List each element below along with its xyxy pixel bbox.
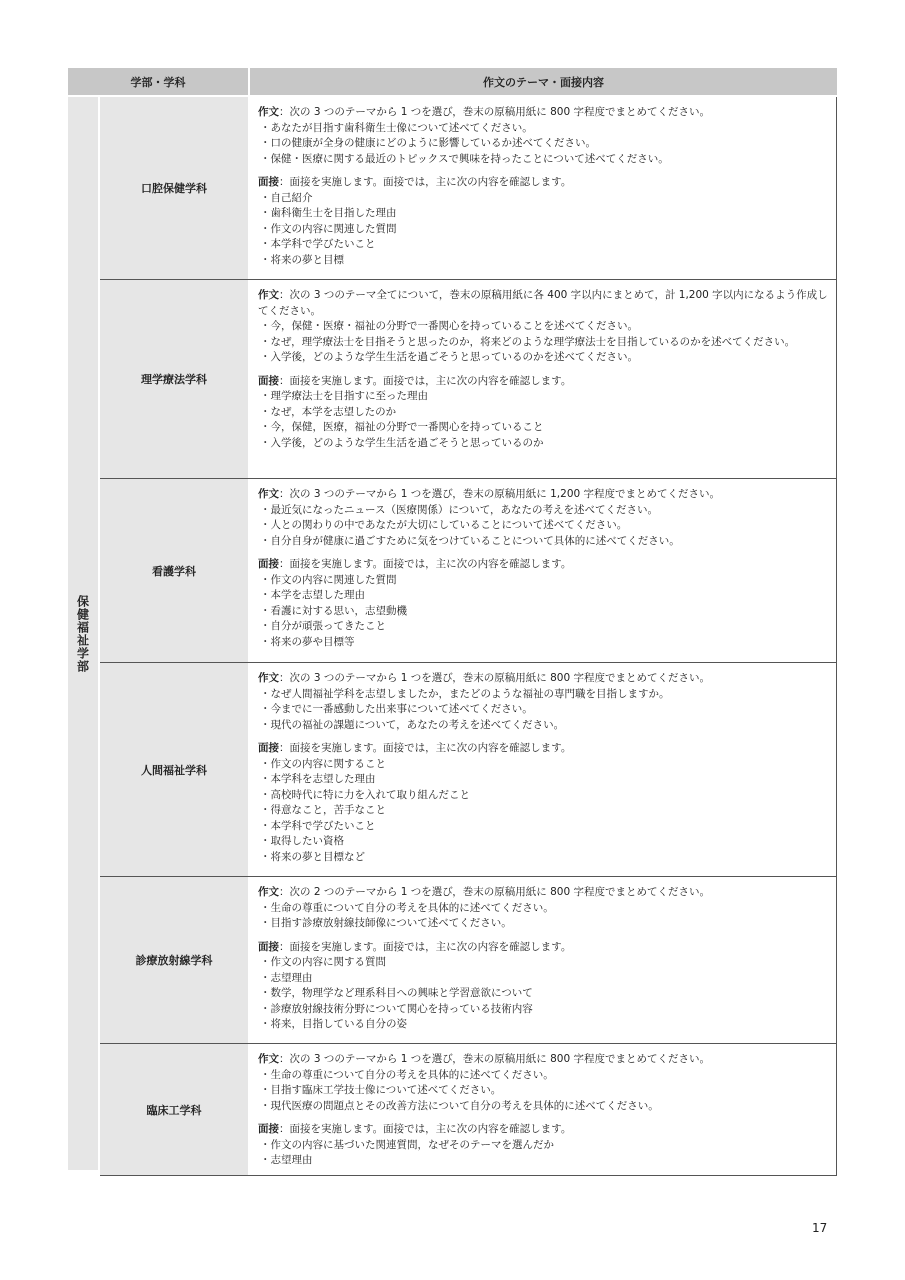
interview-label: 面接 — [258, 742, 279, 754]
faculty-cell — [68, 97, 100, 1170]
list-item: ・将来の夢や目標等 — [260, 635, 355, 648]
interview-section — [258, 557, 828, 650]
essay-section — [258, 1052, 828, 1114]
list-item: ・数学，物理学など理系科目への興味と学習意欲について — [260, 987, 533, 999]
list-item: ・保健・医療に関する最近のトピックスで興味を持ったことについて述べてください。 — [260, 152, 669, 165]
interview-label: 面接 — [258, 374, 279, 387]
essay-intro-text: ：次の 3 つのテーマから 1 つを選び，巻末の原稿用紙に 800 字程度でまとめてください。 — [279, 672, 711, 684]
list-item: ・口の健康が全身の健康にどのように影響しているか述べてください。 — [260, 137, 596, 149]
list-item: ・診療放射線技術分野について関心を持っている技術内容 — [260, 1002, 533, 1015]
department-name: 診療放射線学科 — [100, 877, 250, 1043]
list-item: ・理学療法士を目指すに至った理由 — [260, 390, 428, 402]
list-item: ・なぜ，理学療法士を目指そうと思ったのか，将来どのような理学療法士を目指しているのかを述べてください。 — [260, 335, 796, 348]
table-header — [68, 68, 837, 97]
list-item: ・志望理由 — [260, 971, 313, 984]
interview-intro — [258, 1122, 828, 1138]
department-content — [250, 1044, 837, 1175]
list-item: ・今，保健・医療・福祉の分野で一番関心を持っていることを述べてください。 — [260, 320, 638, 332]
header-faculty-department: 学部・学科 — [68, 68, 250, 95]
list-item: ・本学を志望した理由 — [260, 589, 365, 601]
list-item: ・あなたが目指す歯科衛生士像について述べてください。 — [260, 121, 533, 134]
list-item: ・高校時代に特に力を入れて取り組んだこと — [260, 788, 470, 801]
list-item: ・目指す臨床工学技士像について述べてください。 — [260, 1084, 502, 1096]
interview-intro-text: ：面接を実施します。面接では，主に次の内容を確認します。 — [279, 1123, 572, 1135]
interview-intro-text: ：面接を実施します。面接では，主に次の内容を確認します。 — [279, 940, 572, 953]
interview-intro — [258, 741, 828, 757]
list-item: ・自己紹介 — [260, 191, 313, 204]
interview-section — [258, 374, 828, 452]
interview-label: 面接 — [258, 176, 279, 188]
list-item: ・作文の内容に関連した質問 — [260, 573, 397, 586]
list-item: ・志望理由 — [260, 1154, 313, 1166]
essay-intro — [258, 487, 828, 503]
essay-intro-text: ：次の 3 つのテーマから 1 つを選び，巻末の原稿用紙に 1,200 字程度でまとめてください。 — [279, 488, 721, 500]
list-item: ・歯科衛生士を目指した理由 — [260, 207, 397, 219]
essay-intro-text: ：次の 3 つのテーマから 1 つを選び，巻末の原稿用紙に 800 字程度でまとめてください。 — [279, 1053, 711, 1065]
list-item: ・最近気になったニュース（医療関係）について，あなたの考えを述べてください。 — [260, 503, 659, 516]
table-row — [100, 663, 837, 877]
department-name: 口腔保健学科 — [100, 97, 250, 279]
interview-intro — [258, 557, 828, 573]
department-name: 人間福祉学科 — [100, 663, 250, 876]
department-rows — [100, 97, 837, 1176]
essay-intro — [258, 1052, 828, 1068]
essay-section — [258, 487, 828, 549]
essay-intro-text: ：次の 3 つのテーマ全てについて，巻末の原稿用紙に各 400 字以内にまとめて，計 1,200 字以内になるよう作成してください。 — [258, 289, 828, 317]
admissions-table — [68, 68, 837, 1176]
list-item: ・人との関わりの中であなたが大切にしていることについて述べてください。 — [260, 519, 628, 531]
list-item: ・取得したい資格 — [260, 835, 344, 847]
faculty-name: 保健福祉学部 — [75, 594, 90, 673]
table-row — [100, 97, 837, 280]
list-item: ・将来の夢と目標 — [260, 253, 344, 266]
department-name: 臨床工学科 — [100, 1044, 250, 1175]
list-item: ・なぜ，本学を志望したのか — [260, 405, 397, 418]
department-name: 理学療法学科 — [100, 280, 250, 478]
interview-intro — [258, 175, 828, 191]
department-content — [250, 97, 837, 279]
table-row — [100, 877, 837, 1044]
essay-label: 作文 — [258, 886, 279, 898]
list-item: ・今，保健，医療，福祉の分野で一番関心を持っていること — [260, 421, 544, 433]
essay-label: 作文 — [258, 106, 279, 118]
essay-intro — [258, 671, 828, 687]
interview-section — [258, 940, 828, 1033]
essay-section — [258, 105, 828, 167]
essay-label: 作文 — [258, 672, 279, 684]
interview-intro-text: ：面接を実施します。面接では，主に次の内容を確認します。 — [279, 558, 572, 570]
essay-label: 作文 — [258, 1053, 279, 1065]
interview-section — [258, 741, 828, 865]
list-item: ・目指す診療放射線技師像について述べてください。 — [260, 917, 512, 929]
department-content — [250, 280, 837, 478]
list-item: ・将来，目指している自分の姿 — [260, 1018, 407, 1030]
essay-section — [258, 671, 828, 733]
list-item: ・本学科を志望した理由 — [260, 773, 376, 785]
essay-label: 作文 — [258, 488, 279, 500]
interview-section — [258, 1122, 828, 1169]
department-name: 看護学科 — [100, 479, 250, 662]
list-item: ・自分が頑張ってきたこと — [260, 620, 386, 632]
table-row — [100, 1044, 837, 1176]
header-essay-interview: 作文のテーマ・面接内容 — [483, 75, 604, 89]
essay-intro — [258, 105, 828, 121]
interview-section — [258, 175, 828, 268]
interview-intro — [258, 940, 828, 956]
interview-intro-text: ：面接を実施します。面接では，主に次の内容を確認します。 — [279, 374, 572, 387]
interview-intro-text: ：面接を実施します。面接では，主に次の内容を確認します。 — [279, 742, 572, 754]
list-item: ・なぜ人間福祉学科を志望しましたか，またどのような福祉の専門職を目指しますか。 — [260, 687, 670, 700]
list-item: ・本学科で学びたいこと — [260, 819, 376, 832]
list-item: ・生命の尊重について自分の考えを具体的に述べてください。 — [260, 1068, 554, 1081]
list-item: ・作文の内容に関連した質問 — [260, 222, 397, 235]
department-content — [250, 479, 837, 662]
list-item: ・現代医療の問題点とその改善方法について自分の考えを具体的に述べてください。 — [260, 1099, 659, 1112]
interview-intro — [258, 374, 828, 390]
list-item: ・今までに一番感動した出来事について述べてください。 — [260, 703, 533, 715]
essay-label: 作文 — [258, 289, 279, 301]
list-item: ・看護に対する思い，志望動機 — [260, 604, 407, 617]
page-number: 17 — [812, 1221, 828, 1235]
list-item: ・作文の内容に関する質問 — [260, 956, 386, 968]
table-row — [100, 479, 837, 663]
list-item: ・作文の内容に関すること — [260, 757, 386, 770]
list-item: ・本学科で学びたいこと — [260, 238, 376, 250]
essay-intro-text: ：次の 3 つのテーマから 1 つを選び，巻末の原稿用紙に 800 字程度でまとめてください。 — [279, 106, 711, 118]
essay-intro-text: ：次の 2 つのテーマから 1 つを選び，巻末の原稿用紙に 800 字程度でまとめてください。 — [279, 886, 711, 898]
essay-section — [258, 288, 828, 366]
list-item: ・将来の夢と目標など — [260, 850, 365, 863]
essay-intro — [258, 885, 828, 901]
table-body — [68, 97, 837, 1176]
list-item: ・生命の尊重について自分の考えを具体的に述べてください。 — [260, 901, 554, 914]
list-item: ・現代の福祉の課題について，あなたの考えを述べてください。 — [260, 718, 565, 731]
list-item: ・入学後，どのような学生生活を過ごそうと思っているのか — [260, 436, 544, 449]
list-item: ・得意なこと，苦手なこと — [260, 804, 386, 816]
interview-label: 面接 — [258, 558, 279, 570]
interview-label: 面接 — [258, 940, 279, 953]
department-content — [250, 663, 837, 876]
list-item: ・入学後，どのような学生生活を過ごそうと思っているのかを述べてください。 — [260, 351, 638, 363]
essay-section — [258, 885, 828, 932]
essay-intro — [258, 288, 828, 319]
list-item: ・作文の内容に基づいた関連質問，なぜそのテーマを選んだか — [260, 1138, 554, 1151]
list-item: ・自分自身が健康に過ごすために気をつけていることについて具体的に述べてください。 — [260, 534, 680, 547]
table-row — [100, 280, 837, 479]
department-content — [250, 877, 837, 1043]
interview-label: 面接 — [258, 1123, 279, 1135]
interview-intro-text: ：面接を実施します。面接では，主に次の内容を確認します。 — [279, 176, 572, 188]
